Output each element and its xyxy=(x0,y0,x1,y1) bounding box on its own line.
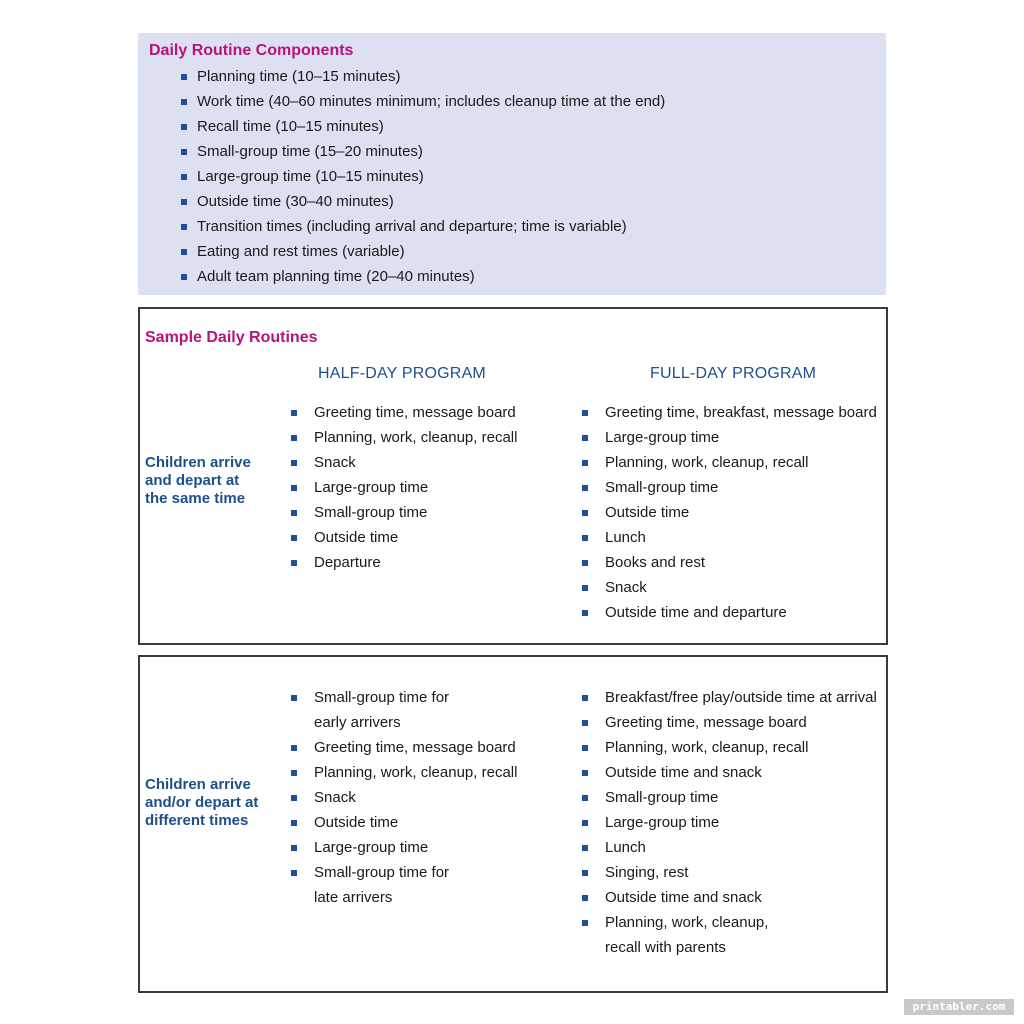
list-item: Snack xyxy=(605,575,877,600)
square-bullet-icon xyxy=(181,199,187,205)
square-bullet-icon xyxy=(582,895,588,901)
list-item: Large-group time xyxy=(314,835,517,860)
list-item: Small-group time for xyxy=(314,860,517,885)
same-time-routine-box xyxy=(138,307,888,645)
list-item: Singing, rest xyxy=(605,860,877,885)
list-item: Outside time xyxy=(605,500,877,525)
list-item: Large-group time xyxy=(314,475,517,500)
square-bullet-icon xyxy=(291,535,297,541)
square-bullet-icon xyxy=(582,535,588,541)
list-item: Small-group time (15–20 minutes) xyxy=(197,139,665,164)
square-bullet-icon xyxy=(582,485,588,491)
list-item-continuation: recall with parents xyxy=(605,939,726,956)
square-bullet-icon xyxy=(291,695,297,701)
square-bullet-icon xyxy=(291,845,297,851)
list-item: Planning, work, cleanup, recall xyxy=(605,450,877,475)
different-times-routine-box xyxy=(138,655,888,993)
list-item-continuation: late arrivers xyxy=(314,889,393,906)
square-bullet-icon xyxy=(582,920,588,926)
routine-components-panel xyxy=(138,33,886,295)
square-bullet-icon xyxy=(582,695,588,701)
list-item: Greeting time, breakfast, message board xyxy=(605,400,877,425)
square-bullet-icon xyxy=(582,560,588,566)
square-bullet-icon xyxy=(291,820,297,826)
list-item: Small-group time for xyxy=(314,685,517,710)
list-item: Lunch xyxy=(605,525,877,550)
list-item: Departure xyxy=(314,550,517,575)
list-item: Outside time xyxy=(314,525,517,550)
square-bullet-icon xyxy=(291,745,297,751)
square-bullet-icon xyxy=(291,510,297,516)
square-bullet-icon xyxy=(291,770,297,776)
list-item: Planning, work, cleanup, xyxy=(605,910,877,935)
list-item: Greeting time, message board xyxy=(314,400,517,425)
list-item: Adult team planning time (20–40 minutes) xyxy=(197,264,665,289)
square-bullet-icon xyxy=(582,845,588,851)
square-bullet-icon xyxy=(582,610,588,616)
list-item: Outside time and snack xyxy=(605,885,877,910)
list-item: Planning, work, cleanup, recall xyxy=(314,425,517,450)
half-day-different-times-list xyxy=(314,685,517,910)
list-item: Large-group time xyxy=(605,810,877,835)
list-item: Snack xyxy=(314,450,517,475)
list-item: Outside time (30–40 minutes) xyxy=(197,189,665,214)
square-bullet-icon xyxy=(181,124,187,130)
list-item: Transition times (including arrival and departure; time is variable) xyxy=(197,214,665,239)
square-bullet-icon xyxy=(181,99,187,105)
list-item: Large-group time (10–15 minutes) xyxy=(197,164,665,189)
list-item: Lunch xyxy=(605,835,877,860)
square-bullet-icon xyxy=(181,74,187,80)
list-item: Greeting time, message board xyxy=(605,710,877,735)
square-bullet-icon xyxy=(291,435,297,441)
list-item: Breakfast/free play/outside time at arrival xyxy=(605,685,877,710)
square-bullet-icon xyxy=(582,795,588,801)
full-day-different-times-list xyxy=(605,685,877,960)
sample-routines-title: Sample Daily Routines xyxy=(145,329,318,346)
square-bullet-icon xyxy=(291,795,297,801)
list-item: Greeting time, message board xyxy=(314,735,517,760)
list-item: Large-group time xyxy=(605,425,877,450)
half-day-same-time-list xyxy=(314,400,517,575)
components-title: Daily Routine Components xyxy=(149,42,354,59)
watermark-badge: printabler.com xyxy=(904,999,1014,1015)
square-bullet-icon xyxy=(582,585,588,591)
half-day-heading: HALF-DAY PROGRAM xyxy=(318,365,486,382)
square-bullet-icon xyxy=(181,149,187,155)
square-bullet-icon xyxy=(181,274,187,280)
list-item: Outside time and departure xyxy=(605,600,877,625)
list-item: Small-group time xyxy=(605,475,877,500)
same-time-label: Children arrive and depart at the same time xyxy=(145,454,251,507)
square-bullet-icon xyxy=(582,770,588,776)
square-bullet-icon xyxy=(582,435,588,441)
square-bullet-icon xyxy=(582,745,588,751)
square-bullet-icon xyxy=(291,410,297,416)
list-item: Recall time (10–15 minutes) xyxy=(197,114,665,139)
square-bullet-icon xyxy=(582,510,588,516)
list-item: Work time (40–60 minutes minimum; includes cleanup time at the end) xyxy=(197,89,665,114)
different-times-label: Children arrive and/or depart at different times xyxy=(145,776,259,829)
list-item: Eating and rest times (variable) xyxy=(197,239,665,264)
list-item: Planning time (10–15 minutes) xyxy=(197,64,665,89)
list-item: Outside time xyxy=(314,810,517,835)
square-bullet-icon xyxy=(181,224,187,230)
list-item: Small-group time xyxy=(605,785,877,810)
square-bullet-icon xyxy=(582,410,588,416)
square-bullet-icon xyxy=(291,560,297,566)
square-bullet-icon xyxy=(291,485,297,491)
square-bullet-icon xyxy=(181,174,187,180)
full-day-same-time-list xyxy=(605,400,877,625)
square-bullet-icon xyxy=(582,720,588,726)
square-bullet-icon xyxy=(291,460,297,466)
list-item: Snack xyxy=(314,785,517,810)
square-bullet-icon xyxy=(181,249,187,255)
list-item: Planning, work, cleanup, recall xyxy=(605,735,877,760)
square-bullet-icon xyxy=(291,870,297,876)
square-bullet-icon xyxy=(582,460,588,466)
list-item: Small-group time xyxy=(314,500,517,525)
list-item: Outside time and snack xyxy=(605,760,877,785)
list-item-continuation: early arrivers xyxy=(314,714,401,731)
square-bullet-icon xyxy=(582,820,588,826)
list-item: Planning, work, cleanup, recall xyxy=(314,760,517,785)
square-bullet-icon xyxy=(582,870,588,876)
list-item: Books and rest xyxy=(605,550,877,575)
components-list xyxy=(197,64,665,289)
full-day-heading: FULL-DAY PROGRAM xyxy=(650,365,817,382)
